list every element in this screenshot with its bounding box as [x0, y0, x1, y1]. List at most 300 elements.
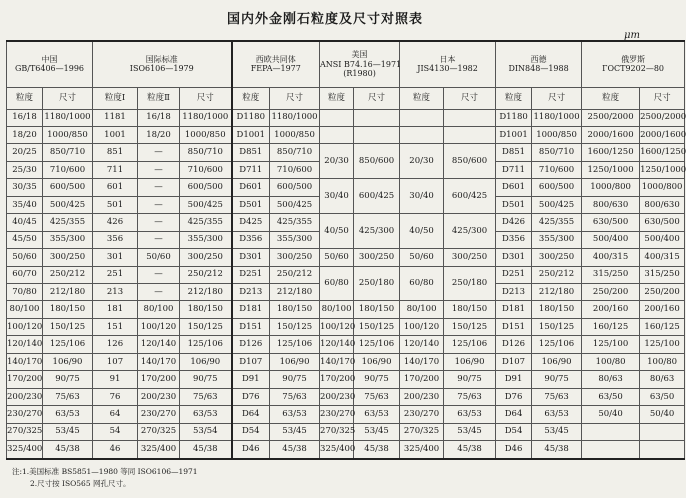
table-cell: 315/250	[582, 266, 640, 283]
table-cell: 1180/1000	[532, 109, 582, 126]
table-cell: D601	[496, 179, 532, 196]
table-cell: 500/400	[640, 231, 685, 248]
table-cell: 150/125	[43, 318, 93, 335]
sub-header: 粒度	[496, 87, 532, 109]
table-cell: D851	[232, 144, 270, 161]
table-cell: 40/50	[320, 214, 354, 249]
sub-header: 尺寸	[180, 87, 232, 109]
table-cell: D356	[232, 231, 270, 248]
table-cell: 180/150	[180, 301, 232, 318]
table-cell: 120/140	[320, 336, 354, 353]
table-cell: 400/315	[640, 249, 685, 266]
table-cell	[400, 109, 444, 126]
table-cell	[582, 423, 640, 440]
table-cell: 170/200	[320, 371, 354, 388]
table-cell: D1001	[232, 126, 270, 143]
table-cell: 180/150	[532, 301, 582, 318]
table-row	[7, 301, 685, 318]
table-cell: D126	[496, 336, 532, 353]
table-cell: 151	[93, 318, 138, 335]
table-cell: D301	[496, 249, 532, 266]
table-cell: 75/63	[270, 388, 320, 405]
table-cell: 40/45	[7, 214, 43, 231]
table-cell: 45/38	[444, 441, 496, 459]
table-cell: 300/250	[43, 249, 93, 266]
table-cell: 50/60	[320, 249, 354, 266]
table-cell: 140/170	[400, 353, 444, 370]
table-row	[7, 144, 685, 161]
table-cell: 250/212	[180, 266, 232, 283]
table-cell: 100/120	[400, 318, 444, 335]
table-cell: 230/270	[400, 406, 444, 423]
table-cell: 180/150	[444, 301, 496, 318]
table-cell: 60/80	[400, 266, 444, 301]
table-cell: 500/425	[270, 196, 320, 213]
table-cell: 30/35	[7, 179, 43, 196]
table-cell: 170/200	[138, 371, 180, 388]
table-cell: 1250/1000	[582, 161, 640, 178]
table-cell: 80/100	[138, 301, 180, 318]
table-cell: 80/63	[640, 371, 685, 388]
table-cell: 851	[93, 144, 138, 161]
table-cell: 90/75	[43, 371, 93, 388]
table-cell: D501	[496, 196, 532, 213]
table-cell: 80/100	[7, 301, 43, 318]
table-cell: 106/90	[444, 353, 496, 370]
table-cell: 200/230	[400, 388, 444, 405]
table-cell: 250/200	[640, 284, 685, 301]
table-row	[7, 318, 685, 335]
sub-header: 粒度	[400, 87, 444, 109]
table-row	[7, 353, 685, 370]
table-cell: 46	[93, 441, 138, 459]
table-cell: D426	[496, 214, 532, 231]
table-cell: 200/160	[582, 301, 640, 318]
table-cell: 45/38	[532, 441, 582, 459]
table-cell: 600/425	[444, 179, 496, 214]
table-cell: 250/180	[444, 266, 496, 301]
table-cell: 53/45	[43, 423, 93, 440]
table-cell: 80/63	[582, 371, 640, 388]
table-cell: 1600/1250	[582, 144, 640, 161]
table-cell: 301	[93, 249, 138, 266]
table-cell: 300/250	[354, 249, 400, 266]
table-cell: 75/63	[532, 388, 582, 405]
table-cell: D151	[232, 318, 270, 335]
table-cell: 1180/1000	[270, 109, 320, 126]
table-cell: D251	[232, 266, 270, 283]
table-cell: 125/100	[582, 336, 640, 353]
table-cell: 1181	[93, 109, 138, 126]
table-cell: 63/53	[180, 406, 232, 423]
table-cell: 125/106	[180, 336, 232, 353]
table-cell: 140/170	[320, 353, 354, 370]
table-cell: 50/60	[400, 249, 444, 266]
table-row	[7, 441, 685, 459]
table-cell: 45/38	[354, 441, 400, 459]
table-cell: 251	[93, 266, 138, 283]
sub-header: 尺寸	[43, 87, 93, 109]
sub-header: 粒度	[232, 87, 270, 109]
table-cell: 125/106	[270, 336, 320, 353]
table-cell: 76	[93, 388, 138, 405]
table-cell: —	[138, 161, 180, 178]
table-cell: 356	[93, 231, 138, 248]
table-cell: 1001	[93, 126, 138, 143]
table-cell: 150/125	[180, 318, 232, 335]
table-cell: 212/180	[180, 284, 232, 301]
table-cell: D213	[496, 284, 532, 301]
table-cell: 180/150	[270, 301, 320, 318]
table-cell: 53/45	[444, 423, 496, 440]
sub-header: 尺寸	[354, 87, 400, 109]
footnote: 2.尺寸按 ISO565 网孔尺寸。	[30, 479, 131, 488]
table-cell: D126	[232, 336, 270, 353]
table-cell: 150/125	[270, 318, 320, 335]
table-row	[7, 179, 685, 196]
table-cell: 270/325	[400, 423, 444, 440]
table-cell: 90/75	[180, 371, 232, 388]
table-cell: 20/25	[7, 144, 43, 161]
table-cell: 325/400	[138, 441, 180, 459]
table-cell: 126	[93, 336, 138, 353]
table-cell: 710/600	[43, 161, 93, 178]
table-cell: 53/45	[532, 423, 582, 440]
table-body	[7, 109, 685, 459]
table-cell: 711	[93, 161, 138, 178]
table-cell: 140/170	[138, 353, 180, 370]
table-cell: D64	[232, 406, 270, 423]
table-cell: 180/150	[43, 301, 93, 318]
table-cell: 355/300	[532, 231, 582, 248]
table-cell: 106/90	[532, 353, 582, 370]
table-cell: D76	[496, 388, 532, 405]
table-cell: D76	[232, 388, 270, 405]
sub-header: 尺寸	[640, 87, 685, 109]
table-cell: 355/300	[43, 231, 93, 248]
table-cell: D46	[232, 441, 270, 459]
table-cell: 425/355	[270, 214, 320, 231]
table-cell: 355/300	[270, 231, 320, 248]
table-cell	[354, 109, 400, 126]
table-cell: 63/53	[43, 406, 93, 423]
table-cell: 850/710	[270, 144, 320, 161]
table-cell: 75/63	[444, 388, 496, 405]
table-row	[7, 266, 685, 283]
table-cell: 230/270	[7, 406, 43, 423]
table-cell: 1000/800	[582, 179, 640, 196]
table-cell: 30/40	[400, 179, 444, 214]
table-cell: 850/710	[43, 144, 93, 161]
table-cell: 100/80	[582, 353, 640, 370]
std-ru: 俄罗斯 ГОСТ9202—80	[582, 41, 685, 87]
table-cell: 250/212	[532, 266, 582, 283]
table-cell: 125/100	[640, 336, 685, 353]
table-cell: D601	[232, 179, 270, 196]
table-cell: 1250/1000	[640, 161, 685, 178]
footnotes	[12, 466, 198, 490]
table-cell: 601	[93, 179, 138, 196]
table-cell: D1001	[496, 126, 532, 143]
table-cell: 16/18	[7, 109, 43, 126]
table-cell: 125/106	[43, 336, 93, 353]
table-cell: D711	[496, 161, 532, 178]
table-cell: 63/50	[582, 388, 640, 405]
table-cell	[400, 126, 444, 143]
table-cell: 160/125	[582, 318, 640, 335]
table-cell: —	[138, 196, 180, 213]
table-row	[7, 336, 685, 353]
table-cell: 45/38	[270, 441, 320, 459]
table-cell: 20/30	[320, 144, 354, 179]
table-cell: 100/80	[640, 353, 685, 370]
table-cell: 45/38	[43, 441, 93, 459]
table-cell: 270/325	[320, 423, 354, 440]
sub-header: 尺寸	[444, 87, 496, 109]
table-cell: 600/500	[180, 179, 232, 196]
table-cell: 400/315	[582, 249, 640, 266]
table-cell: 125/106	[532, 336, 582, 353]
table-cell: 25/30	[7, 161, 43, 178]
table-cell: 140/170	[7, 353, 43, 370]
table-cell: —	[138, 214, 180, 231]
table-cell: 600/500	[43, 179, 93, 196]
table-cell: 30/40	[320, 179, 354, 214]
table-cell: D711	[232, 161, 270, 178]
table-cell: 425/355	[43, 214, 93, 231]
sub-header: 尺寸	[270, 87, 320, 109]
table-cell: 325/400	[400, 441, 444, 459]
table-cell: D151	[496, 318, 532, 335]
table-cell: 425/355	[532, 214, 582, 231]
table-cell: 106/90	[354, 353, 400, 370]
table-cell: 75/63	[354, 388, 400, 405]
table-row	[7, 126, 685, 143]
table-cell: D181	[496, 301, 532, 318]
table-title: 国内外金刚石粒度及尺寸对照表	[226, 12, 423, 27]
table-cell: —	[138, 144, 180, 161]
table-cell: 120/140	[138, 336, 180, 353]
table-cell: D54	[496, 423, 532, 440]
table-cell: 90/75	[270, 371, 320, 388]
table-cell	[640, 441, 685, 459]
table-row	[7, 371, 685, 388]
table-cell	[320, 109, 354, 126]
sub-header: 粒度	[7, 87, 43, 109]
table-cell: D91	[496, 371, 532, 388]
table-cell: 91	[93, 371, 138, 388]
table-cell: 1000/850	[43, 126, 93, 143]
table-cell: 100/120	[138, 318, 180, 335]
table-row	[7, 388, 685, 405]
table-cell: 850/710	[532, 144, 582, 161]
table-row	[7, 109, 685, 126]
table-cell: 200/230	[138, 388, 180, 405]
table-cell: 20/30	[400, 144, 444, 179]
std-iso: 国际标准 ISO6106—1979	[93, 41, 232, 87]
table-cell: 80/100	[400, 301, 444, 318]
unit-label: μm	[624, 30, 640, 41]
table-cell: 100/120	[7, 318, 43, 335]
sub-header-row	[7, 87, 685, 109]
standards-header-row	[7, 41, 685, 87]
table-cell: 53/45	[354, 423, 400, 440]
table-cell: 500/425	[43, 196, 93, 213]
table-cell: 90/75	[532, 371, 582, 388]
table-cell: 425/300	[354, 214, 400, 249]
table-cell: 63/50	[640, 388, 685, 405]
table-cell: D46	[496, 441, 532, 459]
table-cell	[444, 126, 496, 143]
table-cell: 90/75	[354, 371, 400, 388]
table-cell: 425/300	[444, 214, 496, 249]
table-cell: 181	[93, 301, 138, 318]
table-cell: 2500/2000	[582, 109, 640, 126]
sub-header: 粒度Ⅰ	[93, 87, 138, 109]
table-cell: D356	[496, 231, 532, 248]
table-cell: D213	[232, 284, 270, 301]
table-cell: 500/400	[582, 231, 640, 248]
table-cell: D501	[232, 196, 270, 213]
table-cell: 1000/850	[532, 126, 582, 143]
table-cell: 64	[93, 406, 138, 423]
table-cell: 600/500	[270, 179, 320, 196]
table-cell: 501	[93, 196, 138, 213]
table-cell: 54	[93, 423, 138, 440]
table-cell: 35/40	[7, 196, 43, 213]
table-cell: 170/200	[400, 371, 444, 388]
table-row	[7, 406, 685, 423]
sub-header: 粒度	[320, 87, 354, 109]
table-cell: 212/180	[270, 284, 320, 301]
std-de: 西德 DIN848—1988	[496, 41, 582, 87]
table-cell: D54	[232, 423, 270, 440]
table-cell: 270/325	[7, 423, 43, 440]
table-cell: 90/75	[444, 371, 496, 388]
table-cell: 200/230	[320, 388, 354, 405]
table-cell: 630/500	[640, 214, 685, 231]
table-cell: 213	[93, 284, 138, 301]
table-cell	[444, 109, 496, 126]
table-cell: D425	[232, 214, 270, 231]
table-cell: —	[138, 284, 180, 301]
table-cell: 2000/1600	[640, 126, 685, 143]
table-cell: 53/54	[180, 423, 232, 440]
table-cell: 120/140	[400, 336, 444, 353]
table-cell: 16/18	[138, 109, 180, 126]
table-cell: 2000/1600	[582, 126, 640, 143]
table-cell	[320, 126, 354, 143]
table-cell: D301	[232, 249, 270, 266]
table-cell: 300/250	[532, 249, 582, 266]
table-cell: D1180	[232, 109, 270, 126]
table-cell: 53/45	[270, 423, 320, 440]
std-cn: 中国 GB/T6406—1996	[7, 41, 93, 87]
table-cell: 106/90	[270, 353, 320, 370]
table-cell: 120/140	[7, 336, 43, 353]
table-cell: 180/150	[354, 301, 400, 318]
table-cell	[354, 126, 400, 143]
table-cell: 70/80	[7, 284, 43, 301]
table-cell: 18/20	[7, 126, 43, 143]
table-cell: 500/425	[532, 196, 582, 213]
table-cell: 426	[93, 214, 138, 231]
table-cell: 125/106	[444, 336, 496, 353]
table-cell: 800/630	[640, 196, 685, 213]
table-cell: 60/80	[320, 266, 354, 301]
table-cell: 2500/2000	[640, 109, 685, 126]
sub-header: 粒度	[582, 87, 640, 109]
table-cell: 75/63	[43, 388, 93, 405]
table-cell	[640, 423, 685, 440]
table-cell	[582, 441, 640, 459]
table-cell: D181	[232, 301, 270, 318]
table-cell: 106/90	[180, 353, 232, 370]
table-cell: 63/53	[354, 406, 400, 423]
table-cell: 1180/1000	[180, 109, 232, 126]
table-cell: 850/710	[180, 144, 232, 161]
table-cell: 325/400	[320, 441, 354, 459]
table-cell: 63/53	[270, 406, 320, 423]
table-cell: 63/53	[444, 406, 496, 423]
table-cell: —	[138, 231, 180, 248]
table-cell: 315/250	[640, 266, 685, 283]
grit-size-table	[6, 40, 685, 460]
table-cell: 800/630	[582, 196, 640, 213]
table-cell: 40/50	[400, 214, 444, 249]
table-cell: 300/250	[270, 249, 320, 266]
table-cell: 630/500	[582, 214, 640, 231]
table-cell: 270/325	[138, 423, 180, 440]
table-row	[7, 249, 685, 266]
table-cell: 250/212	[270, 266, 320, 283]
table-cell: 1000/800	[640, 179, 685, 196]
table-cell: 200/230	[7, 388, 43, 405]
table-cell: D1180	[496, 109, 532, 126]
std-jp: 日本 JIS4130—1982	[400, 41, 496, 87]
table-cell: 106/90	[43, 353, 93, 370]
table-cell: 212/180	[43, 284, 93, 301]
table-cell: 300/250	[180, 249, 232, 266]
table-cell: 150/125	[354, 318, 400, 335]
table-cell: 75/63	[180, 388, 232, 405]
table-cell: 425/355	[180, 214, 232, 231]
table-cell: 850/600	[354, 144, 400, 179]
table-cell: 710/600	[180, 161, 232, 178]
table-cell: D107	[232, 353, 270, 370]
table-cell: 710/600	[532, 161, 582, 178]
table-cell: 45/38	[180, 441, 232, 459]
table-row	[7, 214, 685, 231]
table-cell: D107	[496, 353, 532, 370]
table-cell: 230/270	[320, 406, 354, 423]
table-cell: 325/400	[7, 441, 43, 459]
std-us: 美国 ANSI B74.16—1971 (R1980)	[320, 41, 400, 87]
table-cell: 710/600	[270, 161, 320, 178]
table-cell: 850/600	[444, 144, 496, 179]
table-cell: 355/300	[180, 231, 232, 248]
table-cell: 600/425	[354, 179, 400, 214]
std-fepa: 西欧共同体 FEPA—1977	[232, 41, 320, 87]
footnote: 注:1.美国标准 BS5851—1980 等同 ISO6106—1971	[12, 467, 198, 476]
table-cell: 160/125	[640, 318, 685, 335]
table-cell: 1180/1000	[43, 109, 93, 126]
table-cell: —	[138, 266, 180, 283]
table-cell: 500/425	[180, 196, 232, 213]
table-cell: 150/125	[444, 318, 496, 335]
sub-header: 尺寸	[532, 87, 582, 109]
table-cell: 50/40	[640, 406, 685, 423]
